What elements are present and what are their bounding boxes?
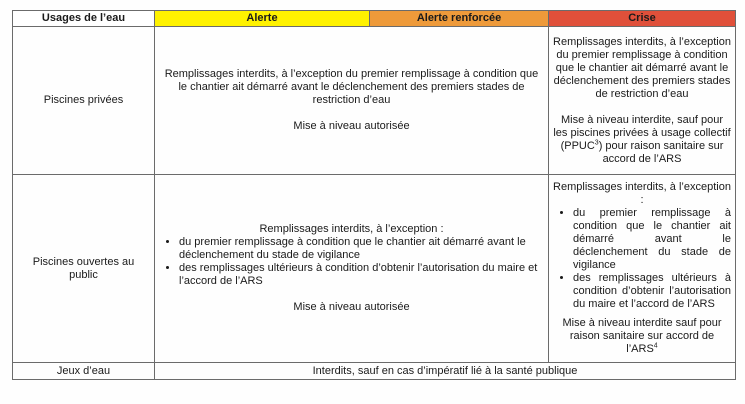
water-restrictions-table xyxy=(12,10,736,380)
usage-label-piscines-privees: Piscines privées xyxy=(13,27,155,175)
piscines-ouvertes-crise-bullet-list xyxy=(553,207,731,311)
header-crise: Crise xyxy=(549,11,736,27)
usage-label-piscines-ouvertes: Piscines ouvertes au public xyxy=(13,175,155,363)
header-alerte: Alerte xyxy=(155,11,370,27)
list-item: • des remplissages ultérieurs à condition d’obtenir l’autorisation du maire et l’accord de l’ARS xyxy=(179,262,544,288)
header-alerte-renforcee: Alerte renforcée xyxy=(370,11,549,27)
list-item: • des remplissages ultérieurs à condition d’obtenir l’autorisation du maire et l’accord de l’ARS xyxy=(573,272,731,311)
table-row-piscines-ouvertes xyxy=(13,175,736,363)
footnote-ref-3: 3 xyxy=(594,138,599,146)
piscines-ouvertes-mise: Mise à niveau autorisée xyxy=(293,301,410,313)
alerte-cell-piscines-ouvertes xyxy=(155,175,549,363)
crise-mise-text-b: ) pour raison sanitaire sur accord de l’ARS xyxy=(598,139,724,165)
header-row xyxy=(13,11,736,27)
alerte-cell-piscines-privees xyxy=(155,27,549,175)
piscines-ouvertes-intro: Remplissages interdits, à l’exception : xyxy=(259,223,444,235)
footnote-ref-4: 4 xyxy=(653,342,658,350)
piscines-privees-alerte-text: Remplissages interdits, à l’exception du premier remplissage à condition que le chantier ait démarré avant le déclenchement des premiers stades de restriction d’eau xyxy=(164,68,539,106)
usage-label-jeux-d-eau: Jeux d’eau xyxy=(13,363,155,380)
piscines-privees-crise-mise xyxy=(553,114,731,166)
piscines-ouvertes-crise-intro: Remplissages interdits, à l’exception : xyxy=(553,181,731,206)
crise-mise-text-a: Mise à niveau interdite, sauf pour les piscines privées à usage collectif (PPUC xyxy=(553,113,731,152)
piscines-privees-alerte-mise: Mise à niveau autorisée xyxy=(293,120,410,132)
table-row-piscines-privees xyxy=(13,27,736,175)
piscines-privees-crise-text: Remplissages interdits, à l’exception du premier remplissage à condition que le chantier ait démarré avant le déclenchement des premiers stades de restriction d’eau xyxy=(553,35,731,100)
list-item: • du premier remplissage à condition que le chantier ait démarré avant le déclenchement du stade de vigilance xyxy=(179,236,544,262)
piscines-ouvertes-bullet-list xyxy=(159,236,544,288)
list-item: • du premier remplissage à condition que le chantier ait démarré avant le déclenchement du stade de vigilance xyxy=(573,207,731,272)
crise-cell-piscines-privees xyxy=(549,27,736,175)
crise-cell-piscines-ouvertes xyxy=(549,175,736,363)
piscines-ouvertes-crise-mise xyxy=(553,317,731,356)
header-usages: Usages de l’eau xyxy=(13,11,155,27)
jeux-d-eau-text: Interdits, sauf en cas d’impératif lié à la santé publique xyxy=(155,363,736,380)
table-row-jeux-d-eau xyxy=(13,363,736,380)
crise-mise-text: Mise à niveau interdite sauf pour raison sanitaire sur accord de l’ARS xyxy=(562,317,722,355)
